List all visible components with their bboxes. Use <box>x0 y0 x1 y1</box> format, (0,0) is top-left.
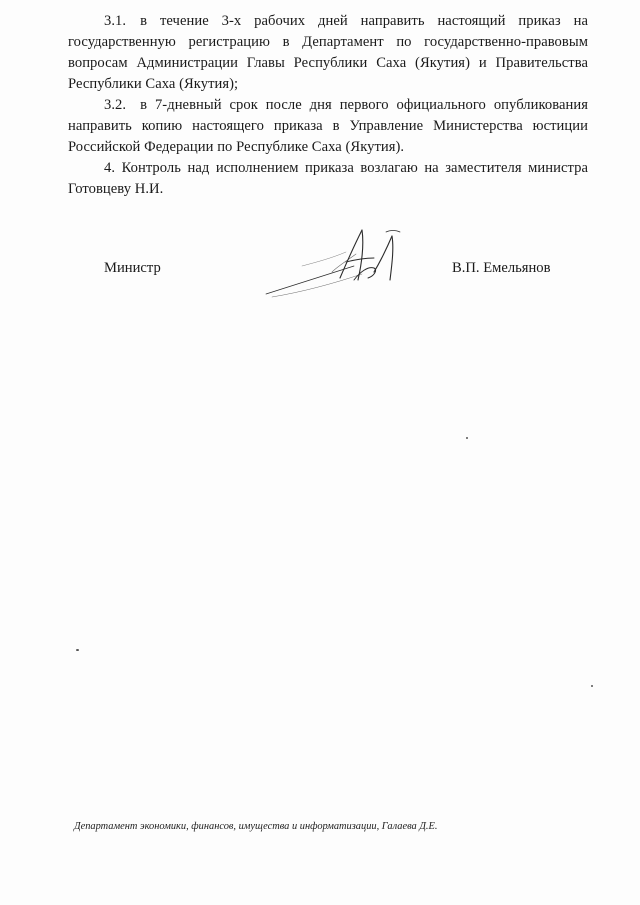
paragraph-number: 3.2. <box>104 97 127 113</box>
paragraph-number: 3.1. <box>104 13 127 29</box>
paragraph-4 <box>68 158 588 200</box>
signatory-title: Министр <box>104 260 161 276</box>
paragraph-3-2 <box>68 95 588 158</box>
scan-speck <box>591 685 593 687</box>
handwritten-signature <box>262 222 412 300</box>
paragraph-text: 4. Контроль над исполнением приказа возлагаю на заместителя министра Готовцеву Н.И. <box>68 160 588 197</box>
scan-speck <box>76 649 79 651</box>
signatory-name: В.П. Емельянов <box>452 260 551 276</box>
paragraph-text: в течение 3-х рабочих дней направить настоящий приказ на государственную регистрацию в Департамент по государственно-правовым вопросам Администрации Главы Республики Саха (Якутия) и Правительства Республики Саха (Якутия); <box>68 13 588 92</box>
paragraph-3-1 <box>68 11 588 95</box>
scan-speck <box>466 437 468 439</box>
paragraph-text: в 7-дневный срок после дня первого официального опубликования направить копию настоящего приказа в Управление Министерства юстиции Российской Федерации по Республике Саха (Якутия). <box>68 97 588 155</box>
document-footer: Департамент экономики, финансов, имущества и информатизации, Галаева Д.Е. <box>74 821 438 832</box>
